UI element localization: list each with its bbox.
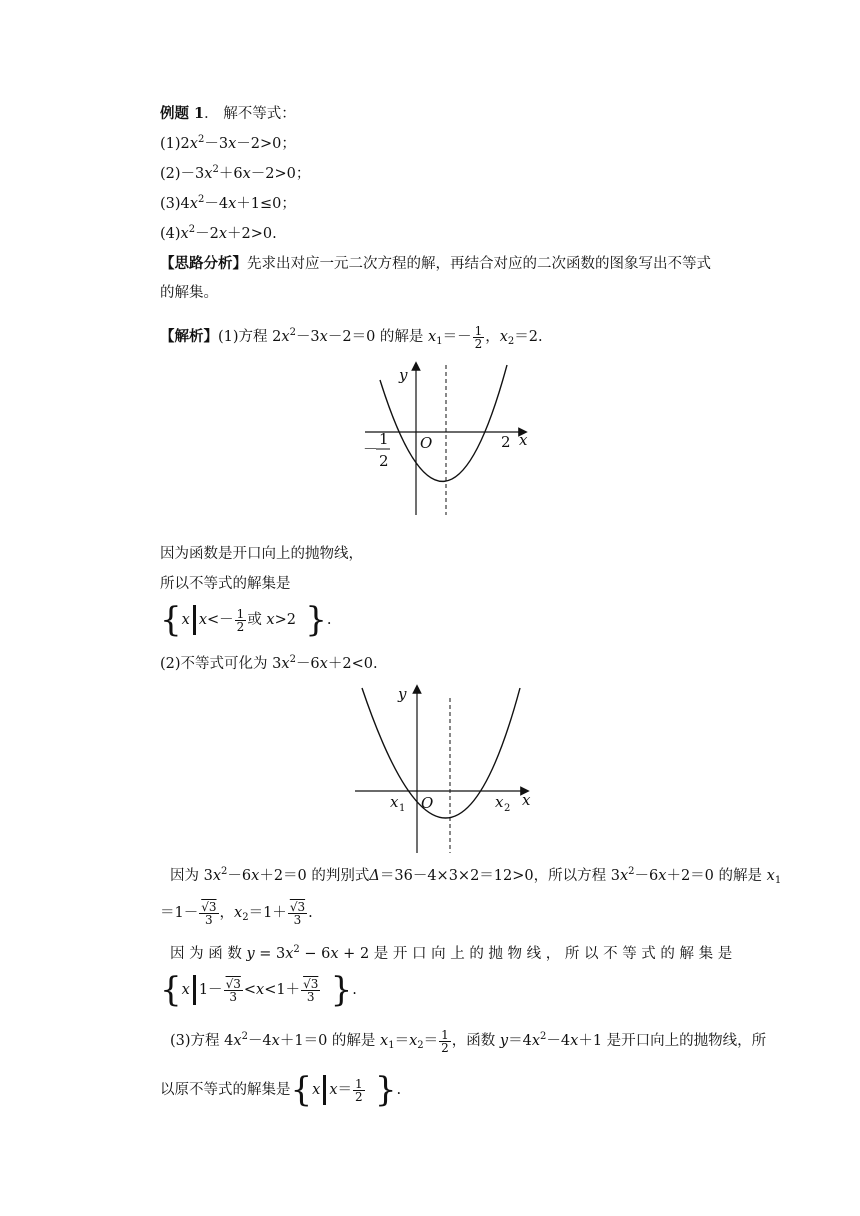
x1-sub: 1 — [399, 803, 406, 814]
x2-label: x — [495, 793, 504, 811]
solution-2-set: {x 1－ $\frac{√3}{3}$ <x<1＋ $\frac{√3}{3}$ }. — [160, 970, 357, 1010]
question-1: $(1)2x^2-3x-2>0$； — [160, 134, 296, 152]
solution-1-reason: 因为函数是开口向上的抛物线， — [160, 546, 363, 562]
solution-1-so: 所以不等式的解集是 — [160, 576, 291, 592]
example-heading: 例题 1． 解不等式： — [160, 105, 296, 122]
analysis-line-2: 的解集。 — [160, 285, 218, 301]
question-2: $(2)-3x^2+6x-2>0$； — [160, 164, 311, 182]
y-label: y — [398, 685, 407, 703]
parabola-graph-1 — [355, 360, 545, 520]
fraction: $\frac{1}{2}$ — [474, 323, 483, 351]
solution-label: 【解析】 — [160, 328, 218, 345]
origin-label: O — [421, 794, 434, 812]
x2-sub: 2 — [504, 803, 511, 814]
analysis-line-1: 【思路分析】先求出对应一元二次方程的解，再结合对应的二次函数的图象写出不等式 — [160, 255, 711, 272]
solution-1: 【解析】(1)方程 $2x^2-3x-2=0$ 的解是 $x_1=-$ $\frac{1}{2}$ ，$x_2=2$. — [160, 323, 543, 351]
solution-2-reason: 因为 $3x^2-6x+2=0$ 的判别式Δ＝36－4×3×2＝12>0，所以方程 $3x^2-6x+2=0$ 的解是 $x_1$ — [170, 866, 782, 886]
question-4: $(4)x^2-2x+2>0$. — [160, 224, 277, 242]
root-left-num: 1 — [379, 430, 389, 448]
solution-3-set: 以原不等式的解集是{x x＝ $\frac{1}{2}$ }. — [160, 1070, 402, 1110]
example-title: 例题 1 — [160, 105, 205, 122]
solution-3: (3)方程 $4x^2-4x+1=0$ 的解是 $x_1=x_2=$ $\frac{1}{2}$ ，函数 $y=4x^2-4x+1$ 是开口向上的抛物线，所 — [170, 1027, 767, 1055]
y-label: y — [399, 366, 408, 384]
root-left-sign: － — [363, 440, 379, 458]
root-right-label: 2 — [501, 433, 511, 451]
root-left-den: 2 — [379, 452, 389, 470]
question-3: $(3)4x^2-4x+1\le 0$； — [160, 194, 296, 212]
analysis-label: 【思路分析】 — [160, 255, 247, 272]
solution-1-set: {x x<－ $\frac{1}{2}$ 或 x>2 }. — [160, 600, 332, 640]
x-label: x — [522, 791, 531, 809]
parabola-graph-2 — [350, 683, 550, 858]
solution-2-func: 因 为 函 数 $y = 3x^2 - 6x + 2$ 是 开 口 向 上 的 抛 物 线 ， 所 以 不 等 式 的 解 集 是 — [170, 944, 733, 962]
solution-2-intro: (2)不等式可化为 $3x^2-6x+2<0$. — [160, 654, 378, 672]
solution-2-roots: ＝1－ $\frac{√3}{3}$ ，$x_2=1+$ $\frac{√3}{3}$ . — [160, 899, 313, 927]
x1-label: x — [390, 793, 399, 811]
example-instruction: 解不等式： — [223, 106, 296, 122]
origin-label: O — [420, 434, 433, 452]
x-label: x — [519, 431, 528, 449]
